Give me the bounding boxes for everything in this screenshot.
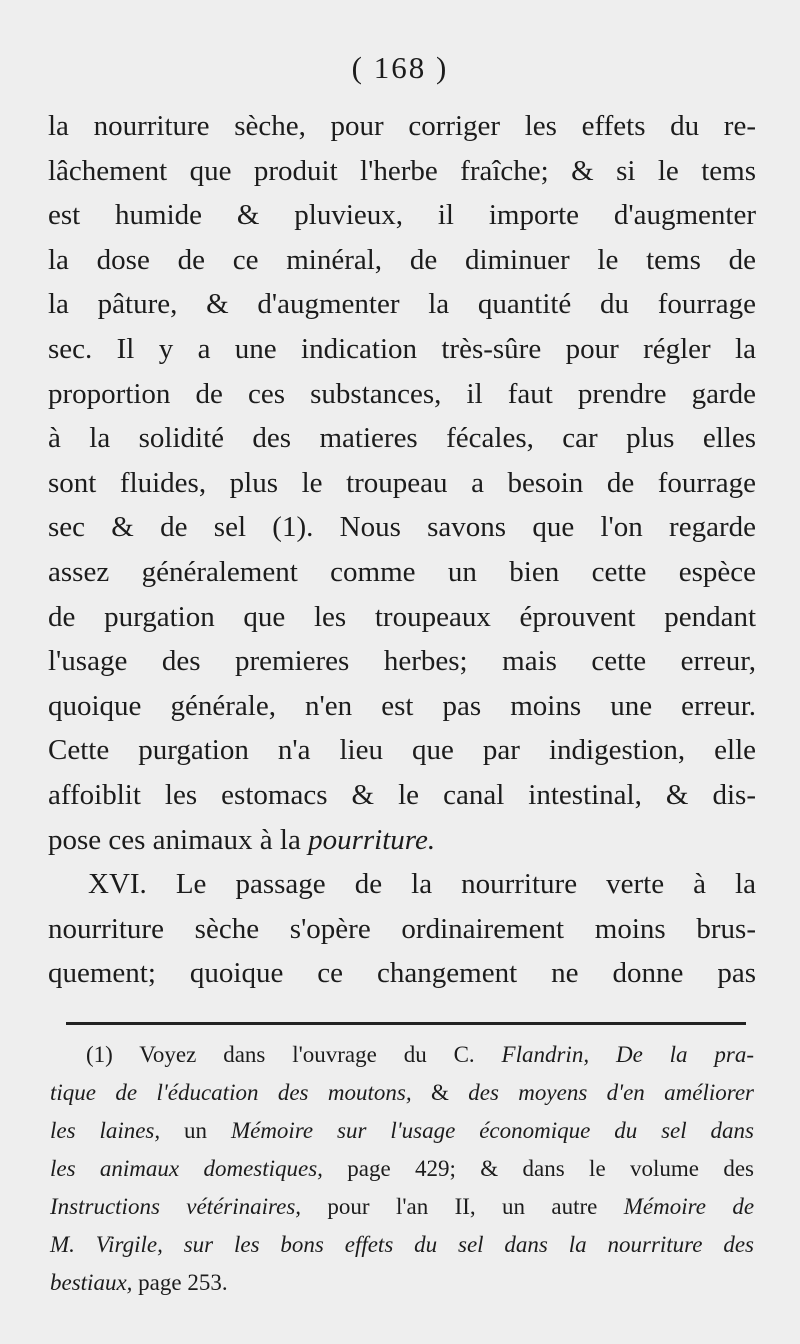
text-line: l'usage des premieres herbes; mais cette erreur, <box>48 645 756 678</box>
fn-italic: Mémoire sur l'usage économique du sel dans <box>230 1118 755 1143</box>
text-line: sont fluides, plus le troupeau a besoin de fourrage <box>48 466 756 499</box>
text-line: est humide & pluvieux, il importe d'augmenter <box>48 199 756 232</box>
text-line: lâchement que produit l'herbe fraîche; & si le tems <box>48 154 756 187</box>
fn-italic: De la pra- <box>615 1042 755 1067</box>
footnote-line <box>50 1264 754 1302</box>
footnote-line <box>50 1112 754 1150</box>
fn-italic: Mémoire de <box>623 1194 755 1219</box>
text-line: Cette purgation n'a lieu que par indigestion, elle <box>48 734 756 767</box>
text-line: la pâture, & d'augmenter la quantité du fourrage <box>48 288 756 321</box>
text-line: proportion de ces substances, il faut prendre garde <box>48 377 756 410</box>
section-line: nourriture sèche s'opère ordinairement moins brus- <box>48 912 756 945</box>
footnote-line <box>50 1188 754 1226</box>
footnote-rule <box>66 1022 746 1025</box>
italic-word: pourriture. <box>308 823 436 856</box>
text-line: sec & de sel (1). Nous savons que l'on regarde <box>48 511 756 544</box>
fn-italic: bestiaux, <box>50 1270 133 1295</box>
text-line: affoiblit les estomacs & le canal intestinal, & dis- <box>48 778 756 811</box>
fn-italic: Instructions vétérinaires, <box>50 1194 302 1219</box>
fn-text: pour l'an II, un autre <box>327 1194 598 1219</box>
section-line: quement; quoique ce changement ne donne pas <box>48 957 756 990</box>
footnote-line <box>50 1150 754 1188</box>
text-line: à la solidité des matieres fécales, car plus elles <box>48 422 756 455</box>
fn-italic: les animaux domestiques, <box>50 1156 323 1181</box>
section-line: XVI. Le passage de la nourriture verte à la <box>88 868 756 901</box>
text-line: assez généralement comme un bien cette espèce <box>48 555 756 588</box>
fn-italic: sur les bons effets du sel dans la nourriture des <box>183 1232 755 1257</box>
fn-italic: tique de l'éducation des moutons, <box>50 1080 412 1105</box>
fn-text: page 253. <box>138 1270 228 1295</box>
fn-italic: des moyens d'en améliorer <box>468 1080 755 1105</box>
text-line: la nourriture sèche, pour corriger les effets du re- <box>48 110 756 142</box>
fn-italic: Flandrin, <box>501 1042 590 1067</box>
fn-italic: les laines, <box>50 1118 161 1143</box>
text-fragment: pose ces animaux à la <box>48 823 301 856</box>
fn-text: & <box>430 1080 449 1105</box>
fn-text: page 429; & dans le volume des <box>347 1156 754 1181</box>
footnote-line <box>50 1074 754 1112</box>
text-line: la dose de ce minéral, de diminuer le tems de <box>48 243 756 276</box>
page-number: ( 168 ) <box>351 50 449 85</box>
text-line: quoique générale, n'en est pas moins une erreur. <box>48 689 756 722</box>
text-line: de purgation que les troupeaux éprouvent pendant <box>48 600 756 633</box>
text-line-paragraph-end <box>48 818 756 863</box>
text-line: sec. Il y a une indication très-sûre pour régler la <box>48 332 756 365</box>
footnote-line <box>50 1226 754 1264</box>
fn-text: un <box>184 1118 208 1143</box>
main-text <box>48 104 756 996</box>
footnote <box>50 1036 754 1302</box>
fn-text: (1) Voyez dans l'ouvrage du C. <box>86 1042 475 1067</box>
footnote-line <box>50 1036 754 1074</box>
fn-italic: M. Virgile, <box>50 1232 163 1257</box>
